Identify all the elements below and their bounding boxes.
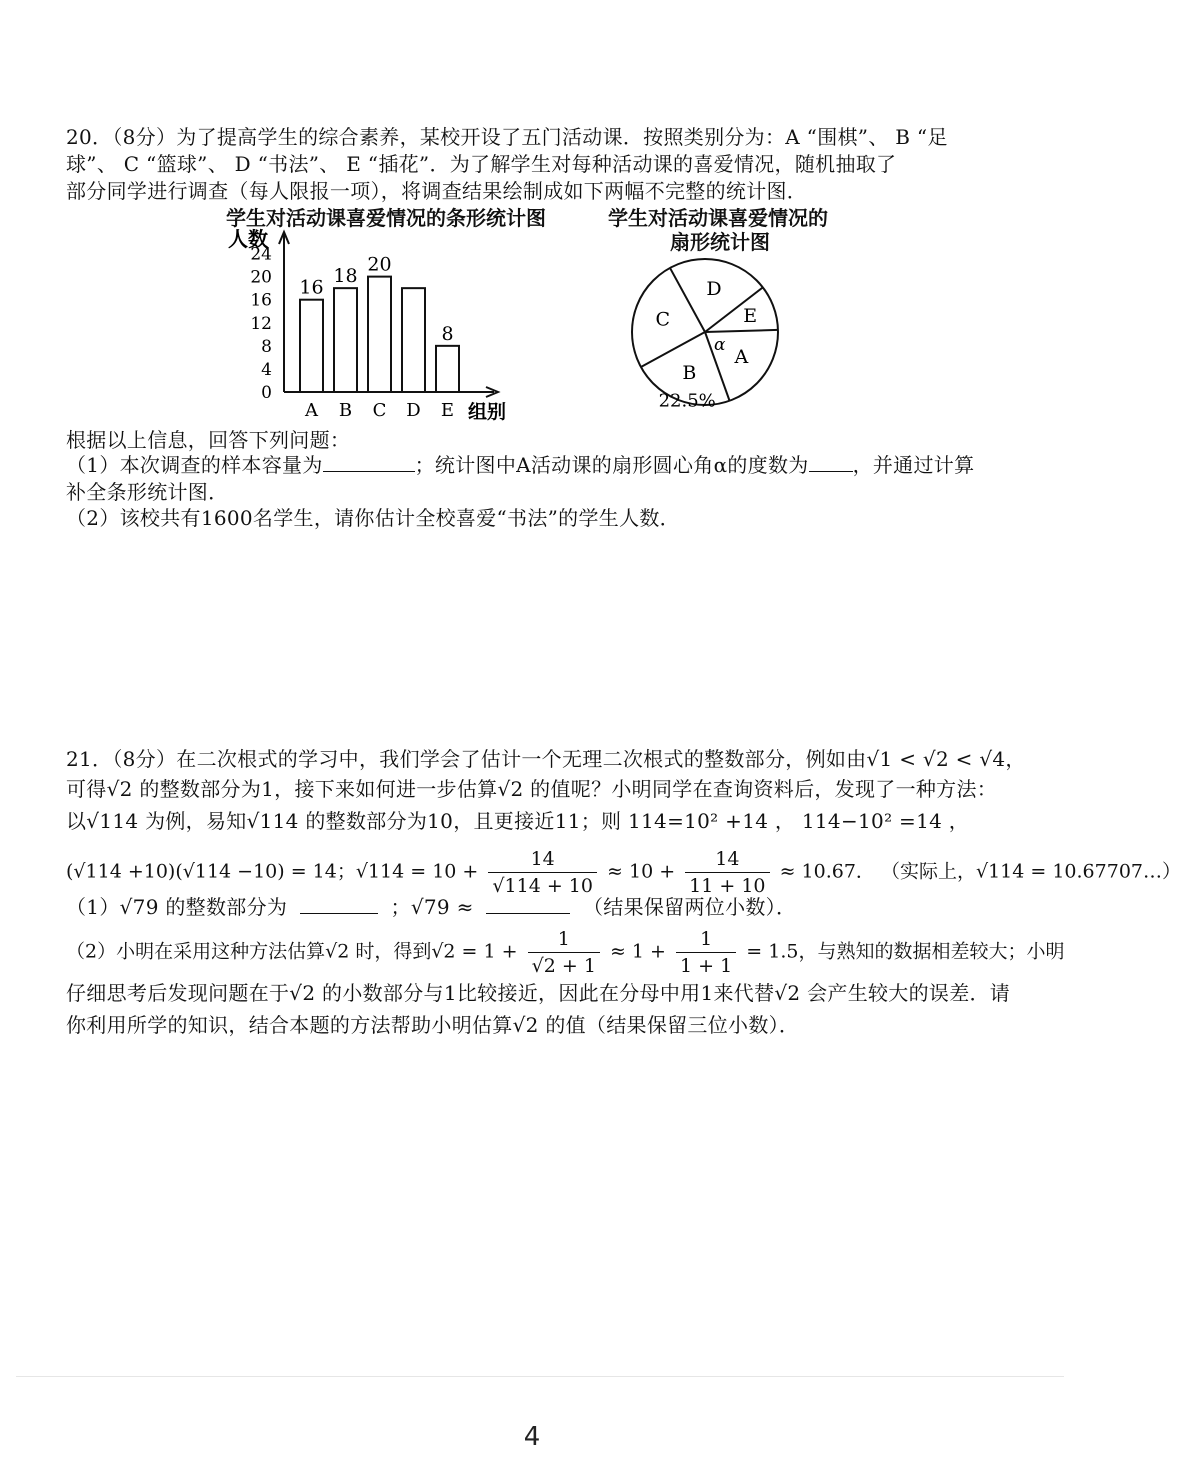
x-tick-label: E — [440, 400, 455, 421]
fraction-denominator: 11 + 10 — [689, 875, 766, 897]
q20-question-intro: 根据以上信息，回答下列问题： — [66, 428, 351, 452]
fraction-numerator: 1 — [676, 926, 736, 953]
fraction-numerator: 1 — [528, 926, 600, 953]
x-tick-label: D — [406, 400, 421, 421]
q21-part-2-b: ≈ 1 + — [609, 940, 666, 963]
data-label: 8 — [441, 322, 454, 345]
pie-slice-label-C: C — [655, 308, 671, 331]
q20-line-3: 部分同学进行调查（每人限报一项），将调查结果绘制成如下两幅不完整的统计图． — [66, 179, 808, 203]
q21-line-8: 你利用所学的知识，结合本题的方法帮助小明估算√2 的值（结果保留三位小数）． — [66, 1013, 800, 1037]
y-tick-label: 8 — [261, 336, 272, 357]
q21-line-4-b: ≈ 10 + — [607, 860, 676, 883]
y-tick-label: 0 — [261, 383, 272, 403]
q20-part-1-text-c: ，并通过计算 — [852, 453, 975, 477]
y-tick-label: 4 — [261, 359, 272, 380]
q21-part-1-text-c: （结果保留两位小数）． — [582, 895, 797, 919]
pie-chart-title-2: 扇形统计图 — [670, 230, 770, 254]
y-axis-label: 人数 — [228, 227, 268, 251]
fraction-14-over-sqrt114-plus-10 — [488, 846, 597, 899]
fraction-numerator: 14 — [685, 846, 769, 873]
alpha-angle-label: α — [714, 335, 726, 355]
angle-blank[interactable] — [809, 471, 853, 472]
q21-part-1-text-a: （1）√79 的整数部分为 — [66, 895, 288, 919]
y-tick-label: 16 — [250, 290, 272, 311]
fraction-denominator: √2 + 1 — [531, 955, 596, 977]
bar-D — [402, 288, 425, 392]
y-tick-label: 12 — [250, 313, 272, 334]
fraction-denominator: √114 + 10 — [492, 875, 593, 897]
y-tick-label: 24 — [250, 244, 272, 265]
data-label: 16 — [299, 276, 324, 299]
approx-value-blank[interactable] — [486, 913, 570, 914]
pie-chart — [620, 250, 790, 420]
pie-slice-label-A: A — [734, 345, 749, 368]
q20-line-2: 球”、 C “篮球”、 D “书法”、 E “插花”．为了解学生对每种活动课的喜爱情况，随机抽取了 — [66, 152, 897, 176]
y-tick-label: 20 — [250, 267, 272, 288]
q20-part-2: （2）该校共有1600名学生，请你估计全校喜爱“书法”的学生人数． — [66, 506, 680, 530]
x-tick-label: C — [372, 400, 387, 421]
data-label: 18 — [333, 265, 358, 288]
bar-C — [368, 277, 391, 392]
q21-line-2: 可得√2 的整数部分为1，接下来如何进一步估算√2 的值呢？小明同学在查询资料后，发现了一种方法： — [66, 777, 998, 801]
q21-line-4-c: ≈ 10.67． （实际上，√114 = 10.67707…） — [779, 860, 1181, 883]
integer-part-blank[interactable] — [300, 913, 378, 914]
bar-A — [300, 300, 323, 392]
q21-part-2-c: = 1.5，与熟知的数据相差较大；小明 — [746, 940, 1065, 963]
q21-line-4-a: (√114 +10)(√114 −10) = 14；√114 = 10 + — [66, 860, 479, 883]
q20-part-1 — [66, 452, 974, 478]
bar-chart-title: 学生对活动课喜爱情况的条形统计图 — [226, 206, 546, 230]
pie-slice-label-E: E — [743, 304, 758, 327]
q20-part-1-cont: 补全条形统计图． — [66, 480, 229, 504]
x-tick-label: B — [338, 400, 353, 421]
x-axis-label: 组别 — [468, 401, 507, 423]
x-tick-label: A — [305, 400, 318, 421]
pie-slice-label-D: D — [706, 277, 722, 300]
pie-chart-title-1: 学生对活动课喜爱情况的 — [608, 206, 828, 230]
q21-part-1-text-b: ；√79 ≈ — [390, 895, 474, 919]
q20-part-1-text-b: ；统计图中A活动课的扇形圆心角α的度数为 — [414, 453, 809, 477]
data-label: 20 — [367, 253, 392, 276]
q21-part-2 — [66, 926, 1064, 979]
pie-slice-percent-B: 22.5% — [658, 390, 716, 412]
page-number: 4 — [523, 1422, 541, 1452]
bar-B — [334, 288, 357, 392]
pie-slice-label-B: B — [682, 362, 697, 385]
sample-size-blank[interactable] — [323, 471, 415, 472]
q21-line-1: 21．（8分）在二次根式的学习中，我们学会了估计一个无理二次根式的整数部分，例如由√1 < √2 < √4， — [66, 747, 1026, 771]
q21-line-4 — [66, 846, 1181, 899]
fraction-14-over-21 — [685, 846, 769, 899]
fraction-1-over-2 — [676, 926, 736, 979]
fraction-numerator: 14 — [488, 846, 597, 873]
bar-chart — [220, 222, 540, 427]
q21-part-1 — [66, 894, 796, 920]
fraction-denominator: 1 + 1 — [680, 955, 733, 977]
q21-line-7: 仔细思考后发现问题在于√2 的小数部分与1比较接近，因此在分母中用1来代替√2 会产生较大的误差．请 — [66, 981, 1011, 1005]
q20-line-1: 20．（8分）为了提高学生的综合素养，某校开设了五门活动课．按照类别分为：A “围棋”、 B “足 — [66, 125, 948, 149]
q21-part-2-a: （2）小明在采用这种方法估算√2 时，得到√2 = 1 + — [66, 940, 518, 963]
bar-E — [436, 346, 459, 392]
fraction-1-over-sqrt2-plus-1 — [528, 926, 600, 979]
q20-part-1-text-a: （1）本次调查的样本容量为 — [66, 453, 323, 477]
q21-line-3: 以√114 为例，易知√114 的整数部分为10，且更接近11；则 114=10² +14 ， 114−10² =14 ， — [66, 809, 970, 833]
page-divider — [16, 1376, 1064, 1377]
